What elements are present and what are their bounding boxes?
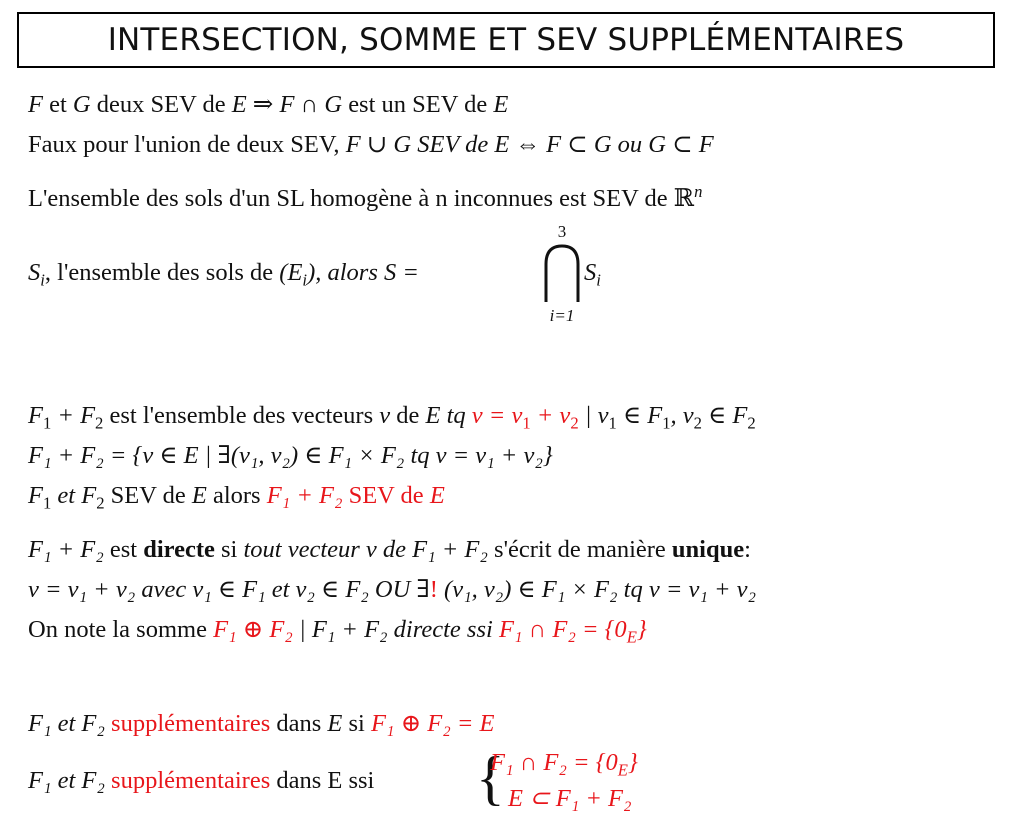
line-sum-set-notation: F₁ + F₂ = {v ∈ E | ∃(v₁, v₂) ∈ F₁ × F₂ tq v = v₁ + v₂} (28, 442, 553, 469)
math-E: E (191, 482, 207, 509)
text-colon: : (744, 536, 751, 563)
math-red-sum: F₁ + F₂ (266, 482, 343, 509)
line-sum-is-sev (28, 481, 445, 511)
math-tout-vecteur: tout vecteur v de F₁ + F₂ (243, 536, 488, 563)
math-red-inter-zero: F₁ ∩ F₂ = {0 (490, 749, 618, 776)
math-red-inter-zero: F₁ ∩ F₂ = {0 (498, 616, 627, 643)
text-dans-E-ssi: dans E ssi (270, 767, 375, 794)
line-unique-decomposition (28, 575, 756, 605)
math-red-plus-v: + v (530, 402, 571, 429)
sub-1: 1 (42, 493, 52, 513)
text-si: si (214, 536, 244, 563)
sub-g2: 2 (747, 413, 756, 433)
math-implication: ⇒ F ∩ G (246, 91, 343, 118)
text-red-supplementaires: supplémentaires (111, 710, 271, 737)
math-sum: F₁ + F₂ (28, 536, 104, 563)
math-in-F2: ∈ F (701, 402, 748, 429)
math-sub-i3: i (596, 270, 601, 290)
math-Ei: (E (279, 259, 303, 286)
system-brace: { (476, 745, 505, 811)
text-deux-sev: deux SEV de (90, 91, 232, 118)
line-supplementary-def (28, 709, 494, 739)
math-decomposition-end: (v₁, v₂) ∈ F₁ × F₂ tq v = v₁ + v₂ (437, 576, 757, 603)
math-paren: ) (307, 259, 316, 286)
system-row-2 (508, 784, 632, 814)
line-Si-result (584, 258, 601, 288)
math-red-oplus-eq-E: F₁ ⊕ F₂ = E (370, 710, 495, 737)
math-E2: E (493, 91, 509, 118)
math-red-unique: ! (429, 576, 438, 603)
sub-1: 1 (42, 413, 52, 433)
text-homogene: L'ensemble des sols d'un SL homogène à n inconnues est SEV de ℝ (28, 185, 695, 212)
math-E: E (327, 710, 343, 737)
line-supplementary-criteria (28, 766, 374, 796)
line-direct-sum-def (28, 535, 751, 565)
line-union-sev (28, 130, 714, 160)
sub-2: 2 (95, 413, 104, 433)
page-title-box (17, 12, 995, 68)
math-S2: S (584, 259, 597, 286)
math-exponent-n: n (694, 181, 703, 201)
page-title: INTERSECTION, SOMME ET SEV SUPPLÉMENTAIRES (107, 22, 905, 58)
line-homogeneous-system (28, 181, 703, 214)
text-alors: alors (206, 482, 267, 509)
math-F1: F (28, 402, 43, 429)
math-bar-v: | v (578, 402, 609, 429)
math-G: G (72, 91, 91, 118)
big-intersection-operator (532, 216, 592, 328)
math-union-condition: F ∪ G SEV de E ⇔ F ⊂ G ou G ⊂ F (345, 131, 714, 158)
line-solution-intersection (28, 258, 419, 288)
text-red-supplementaires: supplémentaires (111, 767, 271, 794)
math-F1: F (28, 482, 43, 509)
text-directe: directe (143, 536, 215, 563)
math-red-close: } (627, 749, 638, 776)
math-decomposition: v = v₁ + v₂ avec v₁ ∈ F₁ et v₂ ∈ F₂ OU ∃ (28, 576, 430, 603)
math-F: F (28, 91, 43, 118)
math-red-E-subset: E ⊂ F₁ + F₂ (508, 785, 632, 812)
math-plus-F2: + F (51, 402, 96, 429)
math-v: v (379, 402, 391, 429)
sub-e1: 1 (662, 413, 671, 433)
big-cap-icon (542, 244, 582, 302)
math-E: E (231, 91, 247, 118)
math-sub-i2: i (302, 270, 308, 290)
math-alors: , alors S = (315, 259, 419, 286)
math-red-v-eq: v = v (471, 402, 523, 429)
math-E-tq: E tq (425, 402, 472, 429)
math-F1-et-F2: F₁ et F₂ (28, 767, 112, 794)
line-sum-definition (28, 401, 756, 431)
math-in-F: ∈ F (616, 402, 663, 429)
system-row-1 (490, 748, 638, 778)
text-red-sev-de: SEV de (342, 482, 430, 509)
text-on-note: On note la somme (28, 616, 214, 643)
text-secrit: s'écrit de manière (487, 536, 672, 563)
text-faux-union: Faux pour l'union de deux SEV, (28, 131, 346, 158)
text-ensemble-sols: , l'ensemble des sols de (44, 259, 280, 286)
sub-f2: 2 (693, 413, 702, 433)
math-directe-ssi: | F₁ + F₂ directe ssi (292, 616, 499, 643)
sub-2: 2 (96, 493, 105, 513)
text-dans: dans (270, 710, 328, 737)
text-sev-de: SEV de (104, 482, 192, 509)
text-si: si (342, 710, 371, 737)
math-et-F2: et F (51, 482, 97, 509)
text-unique: unique (671, 536, 745, 563)
math-red-close: } (636, 616, 647, 643)
sub-red-E: E (626, 627, 637, 647)
sub-red-2: 2 (570, 413, 579, 433)
math-S: S (28, 259, 41, 286)
lower-limit: i=1 (549, 306, 575, 325)
text-ensemble-vecteurs: est l'ensemble des vecteurs (103, 402, 380, 429)
text-de: de (390, 402, 426, 429)
text-et: et (42, 91, 73, 118)
math-red-oplus: F₁ ⊕ F₂ (213, 616, 293, 643)
line-direct-sum-notation (28, 615, 647, 645)
upper-limit: 3 (557, 222, 567, 241)
text-est: est (103, 536, 144, 563)
sub-d1: 1 (608, 413, 617, 433)
math-sub-i: i (40, 270, 45, 290)
sub-red-E: E (617, 760, 628, 780)
line-intersection-sev (28, 90, 508, 120)
text-est-sev: est un SEV de (342, 91, 494, 118)
math-F1-et-F2: F₁ et F₂ (28, 710, 112, 737)
sub-red-1: 1 (522, 413, 531, 433)
math-comma-v: , v (670, 402, 694, 429)
math-red-E: E (429, 482, 445, 509)
